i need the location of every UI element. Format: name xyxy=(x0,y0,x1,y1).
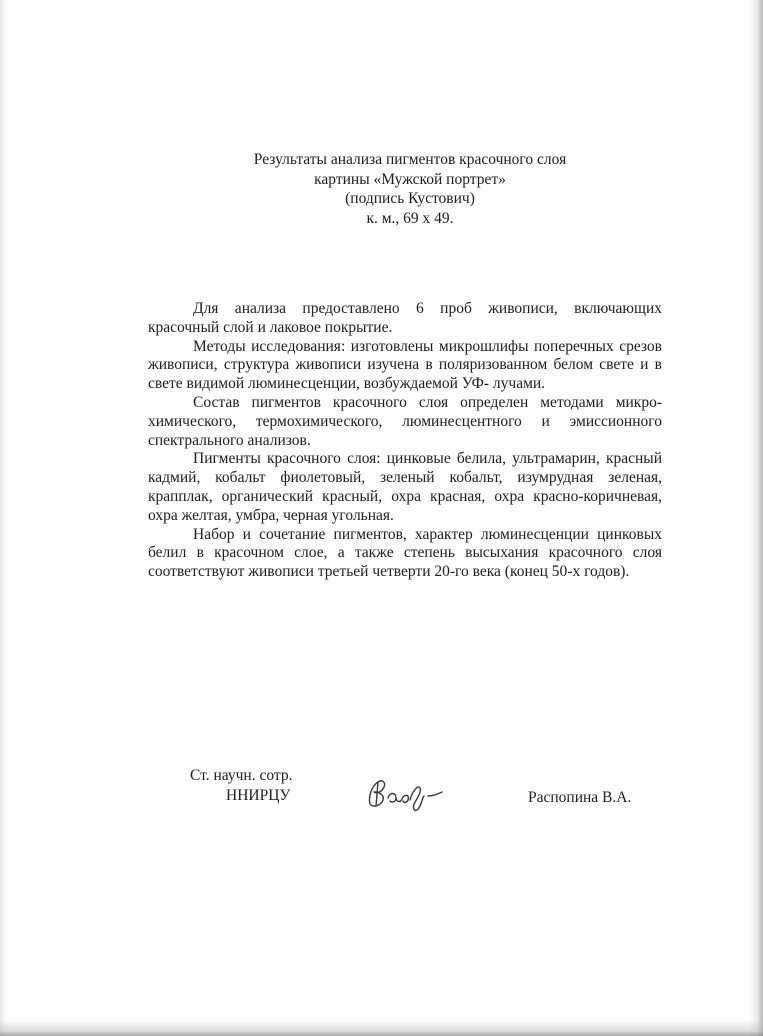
paragraph-conclusion: Набор и сочетание пигментов, характер люминесценции цинковых белил в красочном слое, а также степень высыхания красочного слоя соответствуют живописи третьей четверти 20-го века (конец 50-х годов). xyxy=(148,525,662,581)
scan-edge-bottom xyxy=(0,1020,763,1036)
paragraph-analysis: Состав пигментов красочного слоя определен методами микро-химического, термохимического, люминесцентного и эмиссионного спектрального анализов. xyxy=(148,393,662,449)
title-line: картины «Мужской портрет» xyxy=(314,170,506,188)
title-line: (подпись Кустович) xyxy=(345,190,475,207)
paragraph-pigments: Пигменты красочного слоя: цинковые белила, ультрамарин, красный кадмий, кобальт фиолетовый, зеленый кобальт, изумрудная зеленая, крапплак, органический красный, охра красная, охра красно-коричневая, охра желтая, умбра, черная угольная. xyxy=(148,450,662,524)
handwritten-signature xyxy=(362,770,472,820)
document-body xyxy=(148,300,662,582)
signatory-organization: ННИРЦУ xyxy=(226,787,291,804)
scan-edge-left xyxy=(0,0,6,1036)
signatory-name: Распопина В.А. xyxy=(528,789,632,806)
paragraph-methods: Методы исследования: изготовлены микрошлифы поперечных срезов живописи, структура живописи изучена в поляризованном белом свете и в свете видимой люминесценции, возбуждаемой УФ- лучами. xyxy=(148,337,662,393)
signatory-position: Ст. научн. сотр. xyxy=(190,767,293,784)
title-line: Результаты анализа пигментов красочного слоя xyxy=(253,151,567,168)
document-title xyxy=(200,150,620,228)
signatory-block xyxy=(190,766,292,806)
scan-edge-right xyxy=(749,0,763,1036)
title-line: к. м., 69 х 49. xyxy=(366,209,454,227)
paragraph-samples: Для анализа предоставлено 6 проб живописи, включающих красочный слой и лаковое покрытие. xyxy=(148,300,662,336)
